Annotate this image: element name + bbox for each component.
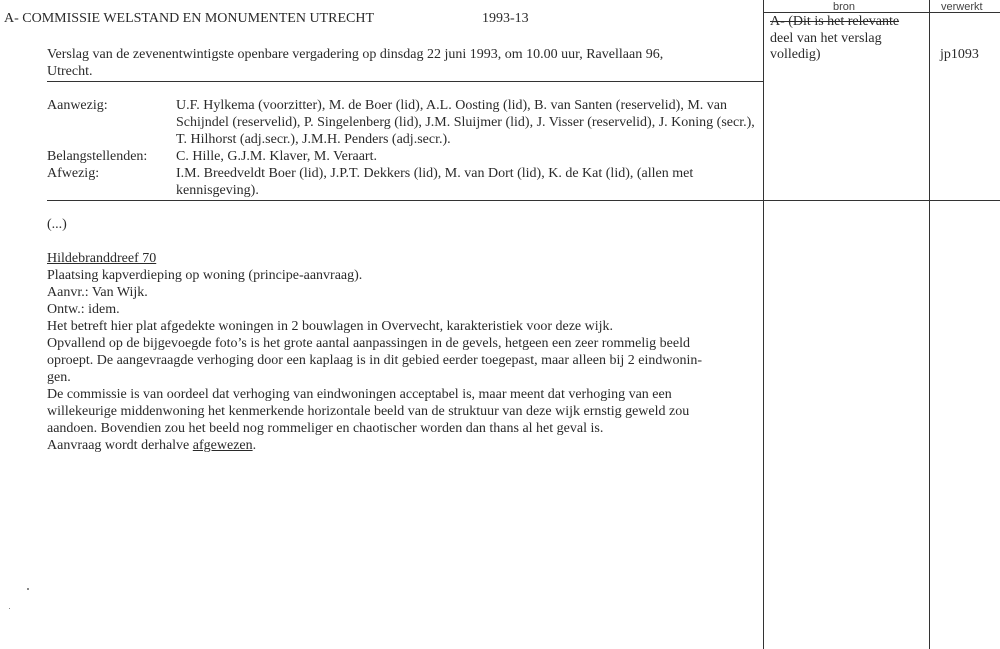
body-line: oproept. De aangevraagde verhoging door een kaplaag is in dit gebied eerder toegepast, maar alleen bij 2 eindwonin- [47,353,703,368]
body-line: De commissie is van oordeel dat verhoging van eindwoningen acceptabel is, maar meent dat verhoging van een [47,387,672,402]
attendance-value-interested: C. Hille, G.J.M. Klaver, M. Veraart. [176,149,377,164]
scan-speck [27,588,29,590]
attendance-rule [47,200,1000,201]
document-title: A- COMMISSIE WELSTAND EN MONUMENTEN UTRECHT [4,11,374,26]
column-divider-bron [763,0,764,649]
conclusion-suffix: . [252,438,257,453]
attendance-value-present: U.F. Hylkema (voorzitter), M. de Boer (lid), A.L. Oosting (lid), B. van Santen (reservelid), M. van Schijndel (reservelid), P. Singelenberg (lid), J.M. Sluijmer (lid), J. Visser (reservelid), J. Koning (secr.), T. Hilhorst (adj.secr.), J.M.H. Penders (adj.secr.). [176,98,755,147]
attendance-label-interested: Belangstellenden: [47,149,148,164]
scan-speck [9,608,10,609]
bron-note-line-1: A- (Dit is het relevante [770,14,900,29]
attendance-label-present: Aanwezig: [47,98,108,113]
conclusion-prefix: Aanvraag wordt derhalve [47,438,193,453]
bron-label: bron [833,1,856,13]
intro-line-2: Utrecht. [47,64,93,79]
bron-note-line-3: volledig) [770,47,821,62]
document-year: 1993-13 [482,11,529,26]
body-line: gen. [47,370,71,385]
ellipsis: (...) [47,217,67,232]
body-line: Aanvr.: Van Wijk. [47,285,148,300]
intro-line-1: Verslag van de zevenentwintigste openbare vergadering op dinsdag 22 juni 1993, om 10.00 uur, Ravellaan 96, [47,47,664,62]
body-line: aandoen. Bovendien zou het beeld nog rommeliger en chaotischer worden dan thans al het geval is. [47,421,604,436]
verwerkt-label: verwerkt [941,1,983,13]
conclusion-decision: afgewezen [192,438,253,453]
column-divider-verwerkt [929,0,930,649]
item-title: Hildebranddreef 70 [47,251,157,266]
bron-note-line-2: deel van het verslag [770,31,882,46]
body-line: Het betreft hier plat afgedekte woningen in 2 bouwlagen in Overvecht, karakteristiek voor deze wijk. [47,319,614,334]
body-line: Ontw.: idem. [47,302,120,317]
body-line: Opvallend op de bijgevoegde foto’s is het grote aantal aanpassingen in de gevels, hetgeen een zeer rommelig beeld [47,336,690,351]
conclusion-line [47,437,762,454]
body-line: Plaatsing kapverdieping op woning (principe-aanvraag). [47,268,363,283]
item-body [47,267,762,454]
verwerkt-code: jp1093 [940,47,979,62]
header-rule [47,81,763,82]
body-line: willekeurige middenwoning het kenmerkende horizontale beeld van de struktuur van deze wijk ernstig geweld zou [47,404,690,419]
attendance-label-absent: Afwezig: [47,166,100,181]
attendance-value-absent: I.M. Breedveldt Boer (lid), J.P.T. Dekkers (lid), M. van Dort (lid), K. de Kat (lid), (allen met kennisgeving). [176,166,694,198]
